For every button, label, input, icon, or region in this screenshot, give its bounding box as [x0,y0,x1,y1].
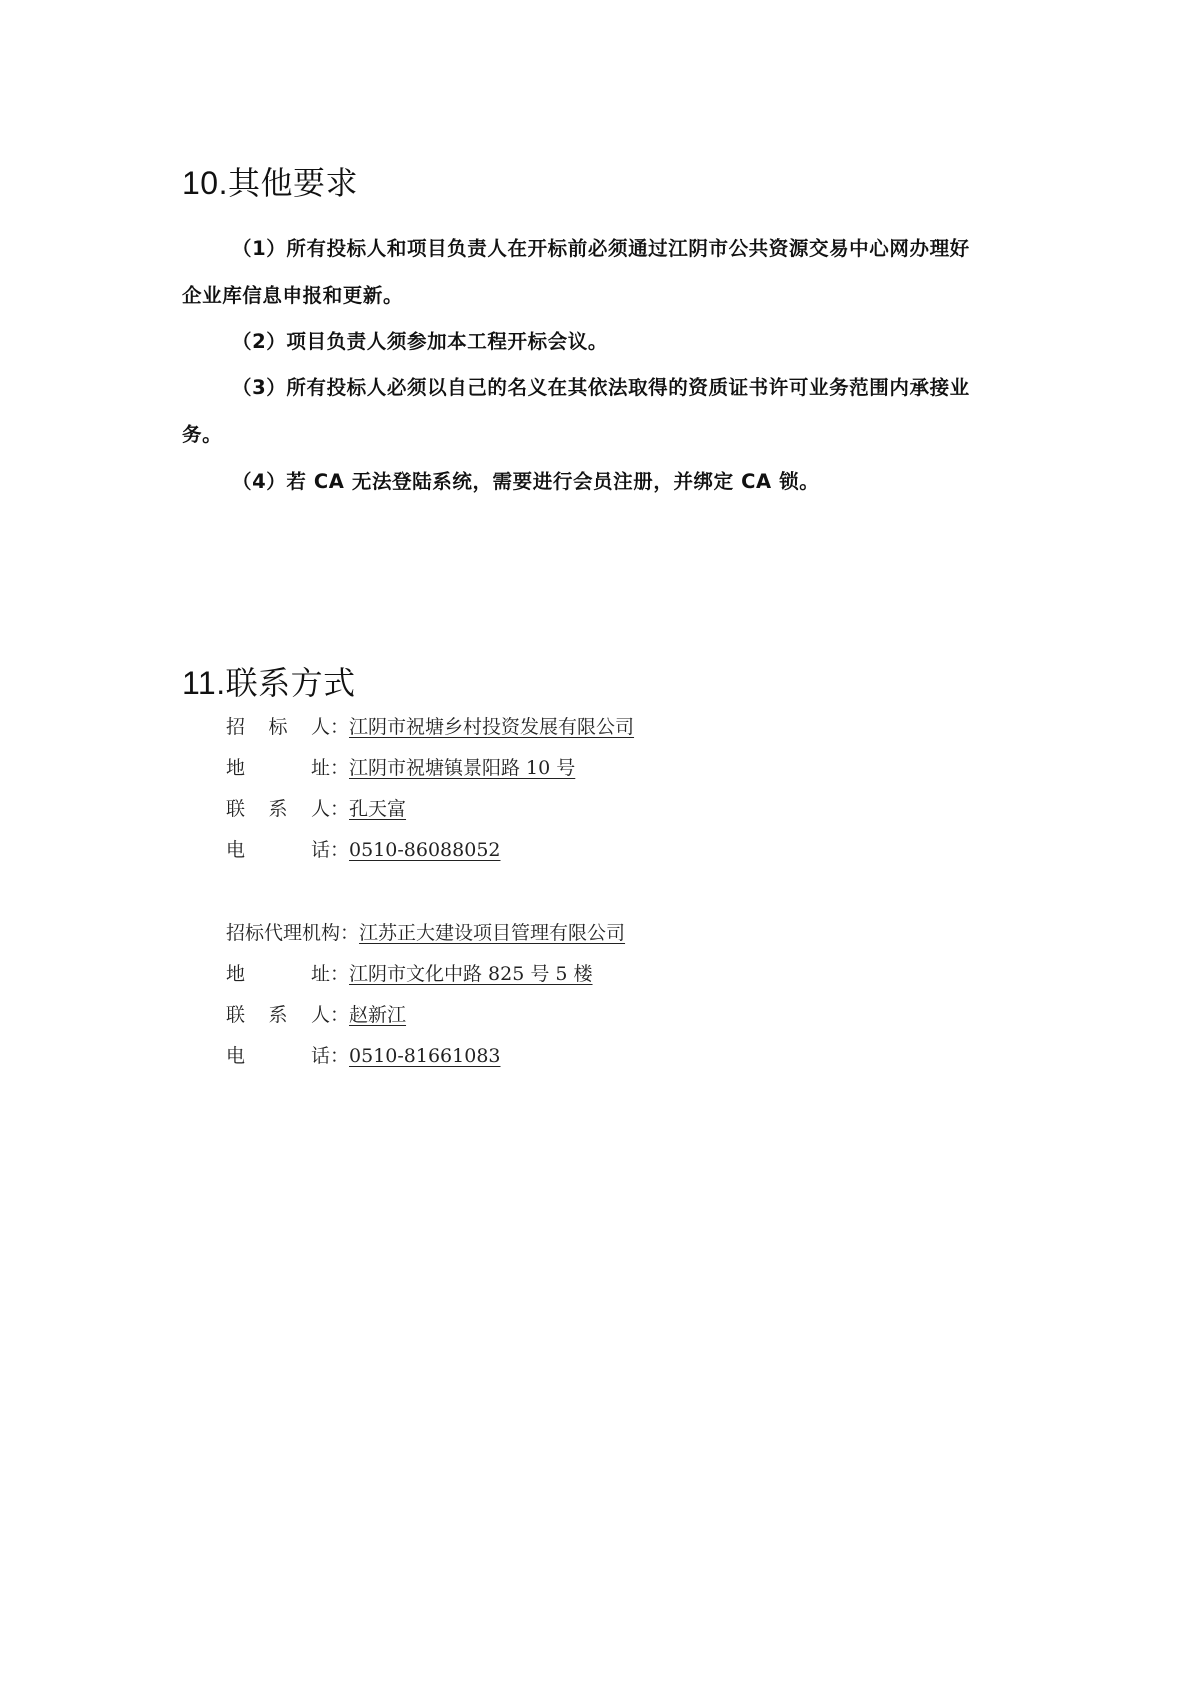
colon: ： [330,1045,350,1067]
colon: ： [330,839,350,861]
agency-address-row [226,959,593,986]
colon: ： [330,757,350,779]
section-10-heading: 10.其他要求 [182,165,358,201]
tenderer-phone-row [226,835,501,862]
agency-contact-label: 联系人 [226,1004,330,1026]
tenderer-address-value: 江阴市祝塘镇景阳路 10 号 [349,757,576,779]
colon: ： [330,716,350,738]
requirement-4: （4）若 CA 无法登陆系统，需要进行会员注册，并绑定 CA 锁。 [232,470,820,493]
requirement-1-line-2: 企业库信息申报和更新。 [182,284,404,307]
colon: ： [330,1004,350,1026]
agency-contact-row [226,1000,406,1027]
tenderer-contact-row [226,794,406,821]
agency-name-label: 招标代理机构 [226,922,341,944]
agency-address-label: 地址 [226,963,330,985]
tenderer-name-label: 招标人 [226,716,330,738]
agency-contact-value: 赵新江 [349,1004,407,1026]
colon: ： [330,798,350,820]
tenderer-contact-value: 孔天富 [349,798,407,820]
agency-name-row [226,918,625,945]
requirement-2: （2）项目负责人须参加本工程开标会议。 [232,330,608,353]
agency-phone-label: 电话 [226,1045,330,1067]
tenderer-phone-label: 电话 [226,839,330,861]
tenderer-name-row [226,712,634,739]
agency-phone-value: 0510-81661083 [349,1045,501,1067]
requirement-1-line-1: （1）所有投标人和项目负责人在开标前必须通过江阴市公共资源交易中心网办理好 [232,237,970,260]
tenderer-address-label: 地址 [226,757,330,779]
agency-address-value: 江阴市文化中路 825 号 5 楼 [349,963,593,985]
tenderer-contact-label: 联系人 [226,798,330,820]
tenderer-name-value: 江阴市祝塘乡村投资发展有限公司 [349,716,635,738]
requirement-3-line-1: （3）所有投标人必须以自己的名义在其依法取得的资质证书许可业务范围内承接业 [232,376,970,399]
colon: ： [340,922,360,944]
agency-phone-row [226,1041,501,1068]
agency-name-value: 江苏正大建设项目管理有限公司 [359,922,626,944]
section-11-heading: 11.联系方式 [182,665,356,701]
colon: ： [330,963,350,985]
tenderer-phone-value: 0510-86088052 [349,839,501,861]
requirement-3-line-2: 务。 [182,423,223,446]
tenderer-address-row [226,753,575,780]
